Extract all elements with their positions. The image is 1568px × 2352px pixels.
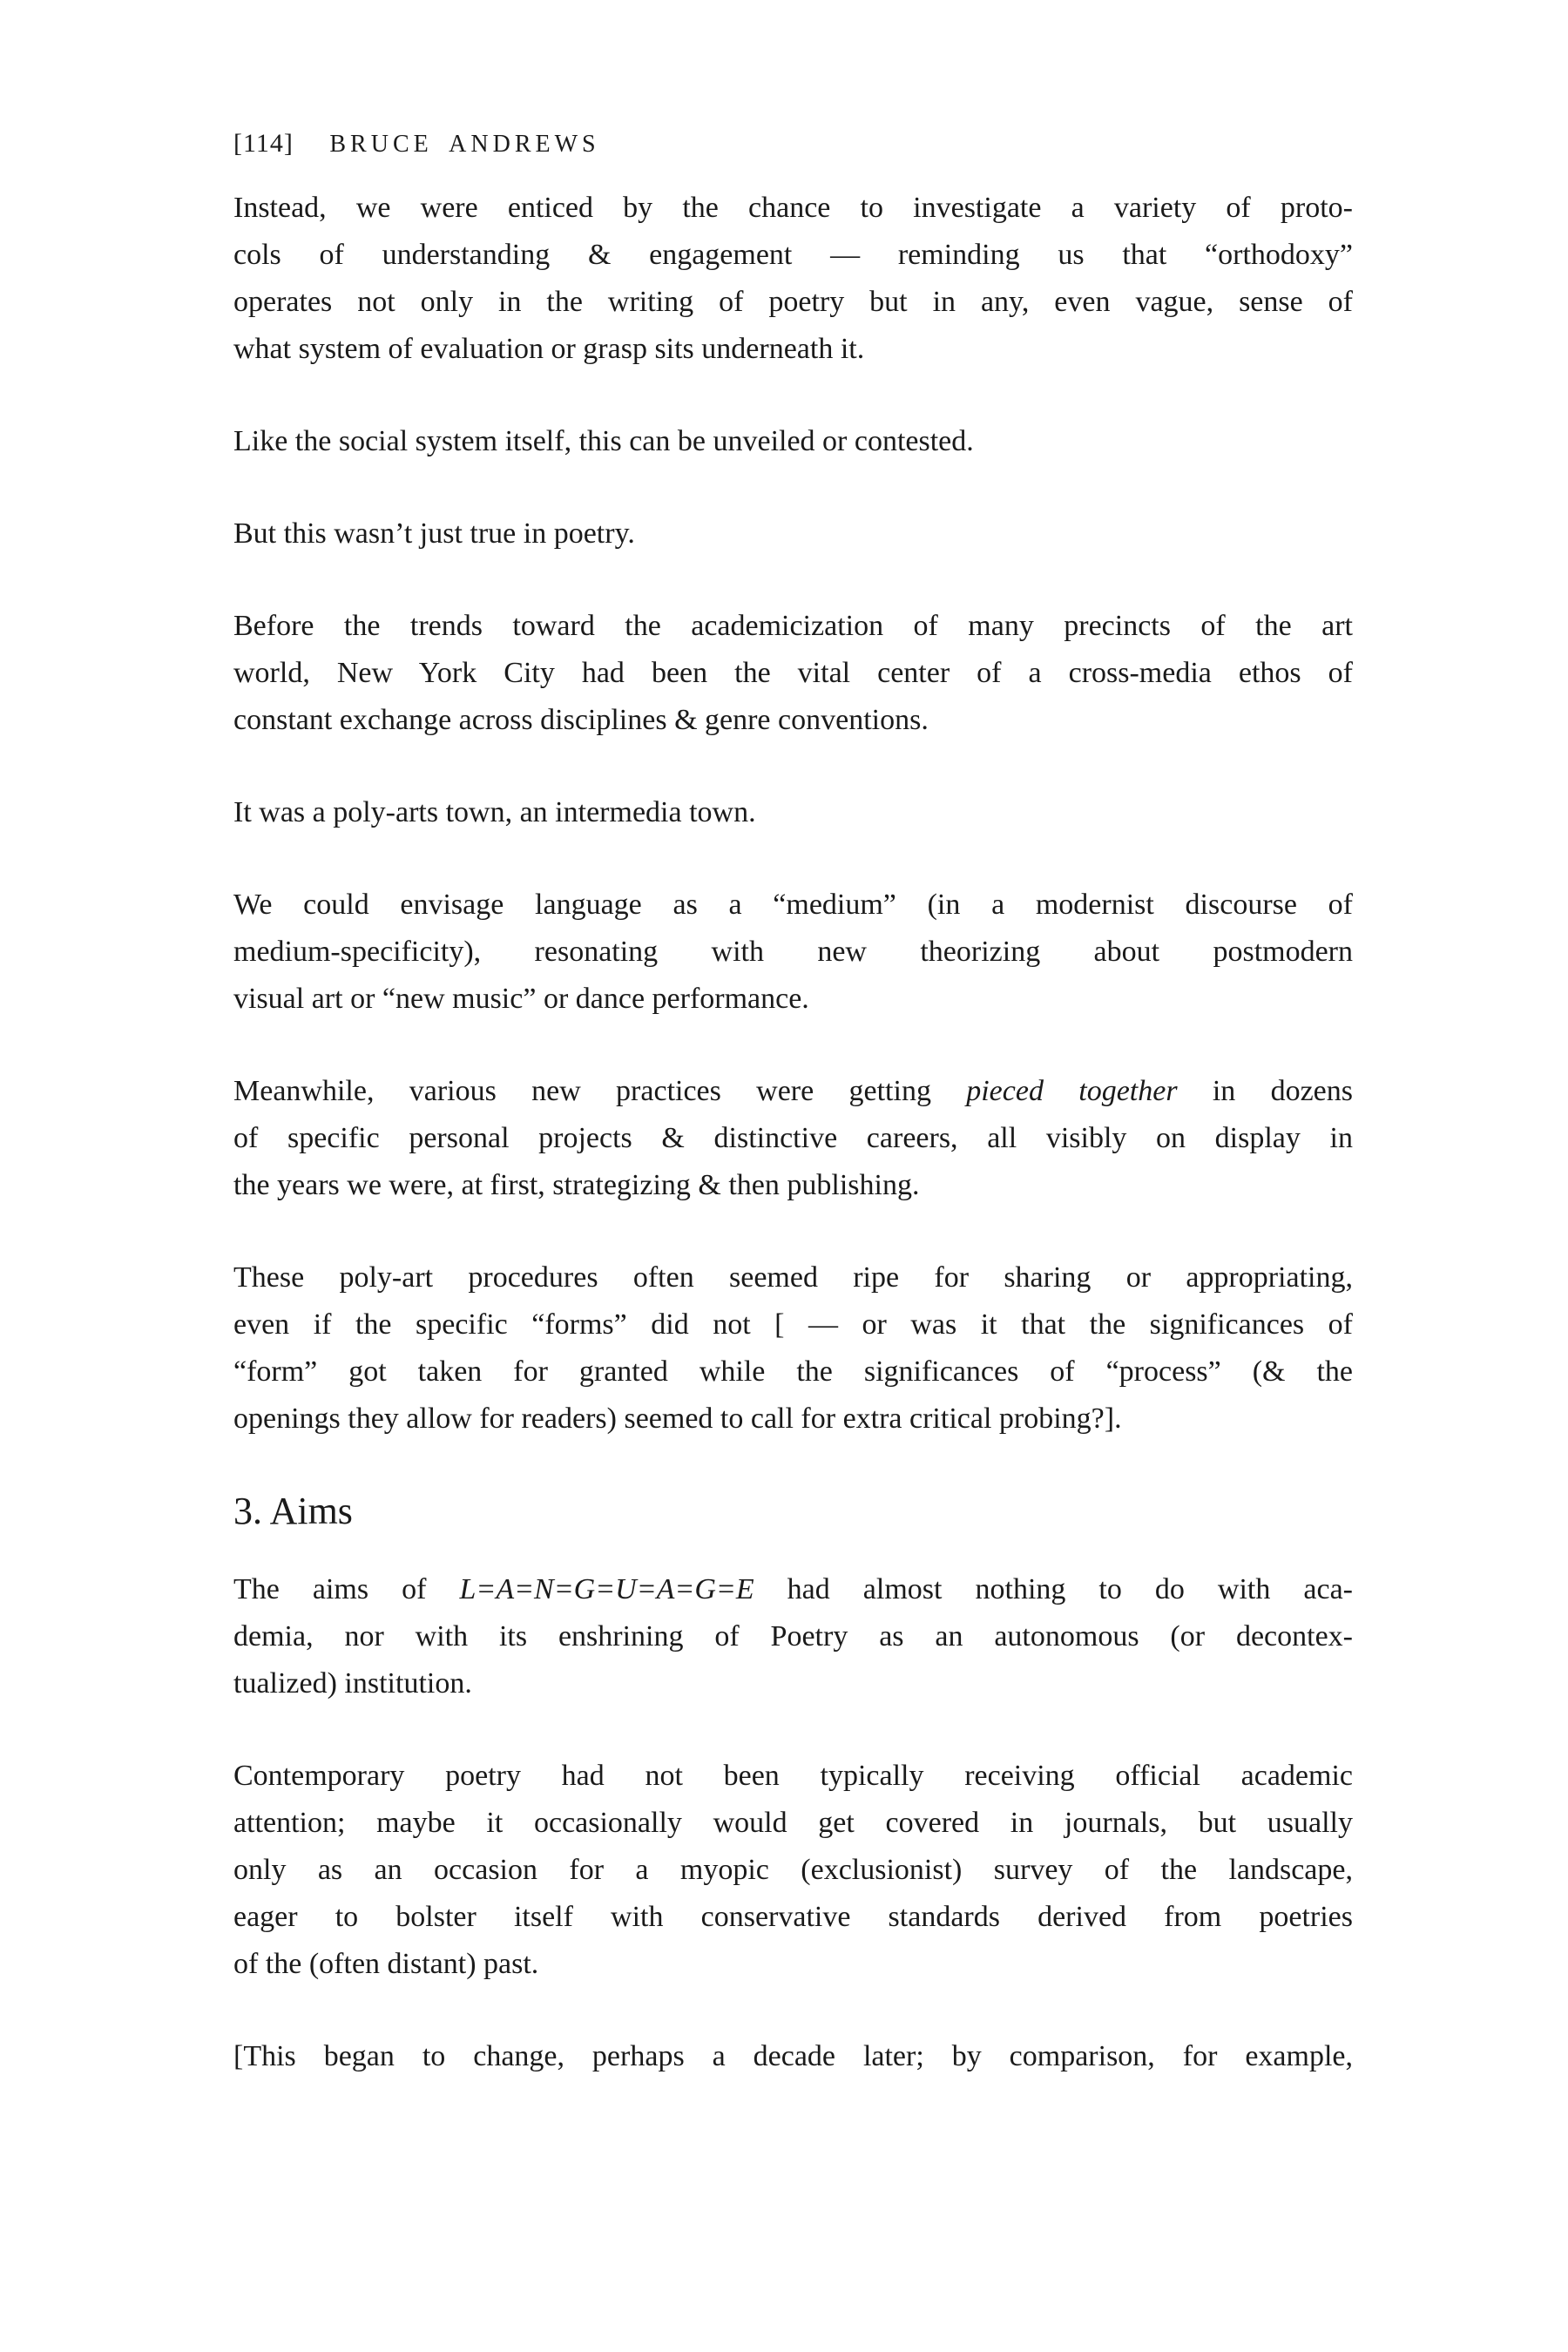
text-line: of specific personal projects & distinctive careers, all visibly on display in [233,1122,1353,1154]
text-line [233,1068,1353,1115]
text-line: These poly-art procedures often seemed ripe for sharing or appropriating, [233,1261,1353,1294]
text-line: the years we were, at first, strategizing & then publishing. [233,1169,920,1201]
section-heading: 3. Aims [233,1490,353,1532]
text-line: Like the social system itself, this can be unveiled or contested. [233,425,974,457]
text-line: of the (often distant) past. [233,1948,539,1980]
text-line: even if the specific “forms” did not [ — or was it that the significances of [233,1308,1353,1341]
text-line: openings they allow for readers) seemed to call for extra critical probing?]. [233,1402,1122,1435]
paragraph [233,603,1353,744]
text-line: cols of understanding & engagement — reminding us that “orthodoxy” [233,239,1353,271]
running-head [233,126,1353,162]
text-segment: Meanwhile, various new practices were getting [233,1075,967,1107]
text-line: [This began to change, perhaps a decade later; by comparison, for example, [233,2040,1353,2072]
italic-phrase: pieced together [966,1075,1178,1107]
paragraph [233,882,1353,1023]
text-line: medium-specificity), resonating with new theorizing about postmodern [233,936,1353,968]
text-segment: had almost nothing to do with aca- [754,1573,1353,1605]
text-line: visual art or “new music” or dance performance. [233,983,809,1015]
paragraph [233,789,1353,836]
journal-title-italic: L=A=N=G=U=A=G=E [459,1573,754,1605]
text-line: It was a poly-arts town, an intermedia town. [233,796,756,828]
text-line: what system of evaluation or grasp sits underneath it. [233,333,865,365]
paragraph [233,1566,1353,1707]
paragraph [233,2033,1353,2080]
text-segment: The aims of [233,1573,460,1605]
text-line [233,1566,1353,1613]
text-line: world, New York City had been the vital center of a cross-media ethos of [233,657,1353,689]
text-segment: in dozens [1177,1075,1353,1107]
text-line: only as an occasion for a myopic (exclusionist) survey of the landscape, [233,1854,1353,1886]
page-body [233,185,1353,2080]
text-line: Instead, we were enticed by the chance to investigate a variety of proto- [233,192,1353,224]
text-line: demia, nor with its enshrining of Poetry as an autonomous (or decontex- [233,1620,1353,1652]
text-line: tualized) institution. [233,1667,472,1700]
text-line: eager to bolster itself with conservative standards derived from poetries [233,1901,1353,1933]
text-line: constant exchange across disciplines & genre conventions. [233,704,929,736]
text-line: Before the trends toward the academicization of many precincts of the art [233,610,1353,642]
paragraph [233,1068,1353,1209]
text-line: operates not only in the writing of poetry but in any, even vague, sense of [233,286,1353,318]
text-line: But this wasn’t just true in poetry. [233,517,635,550]
paragraph [233,185,1353,373]
page-number: [114] [233,129,294,158]
text-line: We could envisage language as a “medium” (in a modernist discourse of [233,889,1353,921]
author-running-head: BRUCE ANDREWS [329,131,600,158]
paragraph [233,1254,1353,1443]
text-line: “form” got taken for granted while the significances of “process” (& the [233,1355,1353,1388]
paragraph [233,1753,1353,1988]
paragraph [233,418,1353,465]
text-line: Contemporary poetry had not been typically receiving official academic [233,1760,1353,1792]
text-line: attention; maybe it occasionally would get covered in journals, but usually [233,1807,1353,1839]
paragraph [233,510,1353,558]
